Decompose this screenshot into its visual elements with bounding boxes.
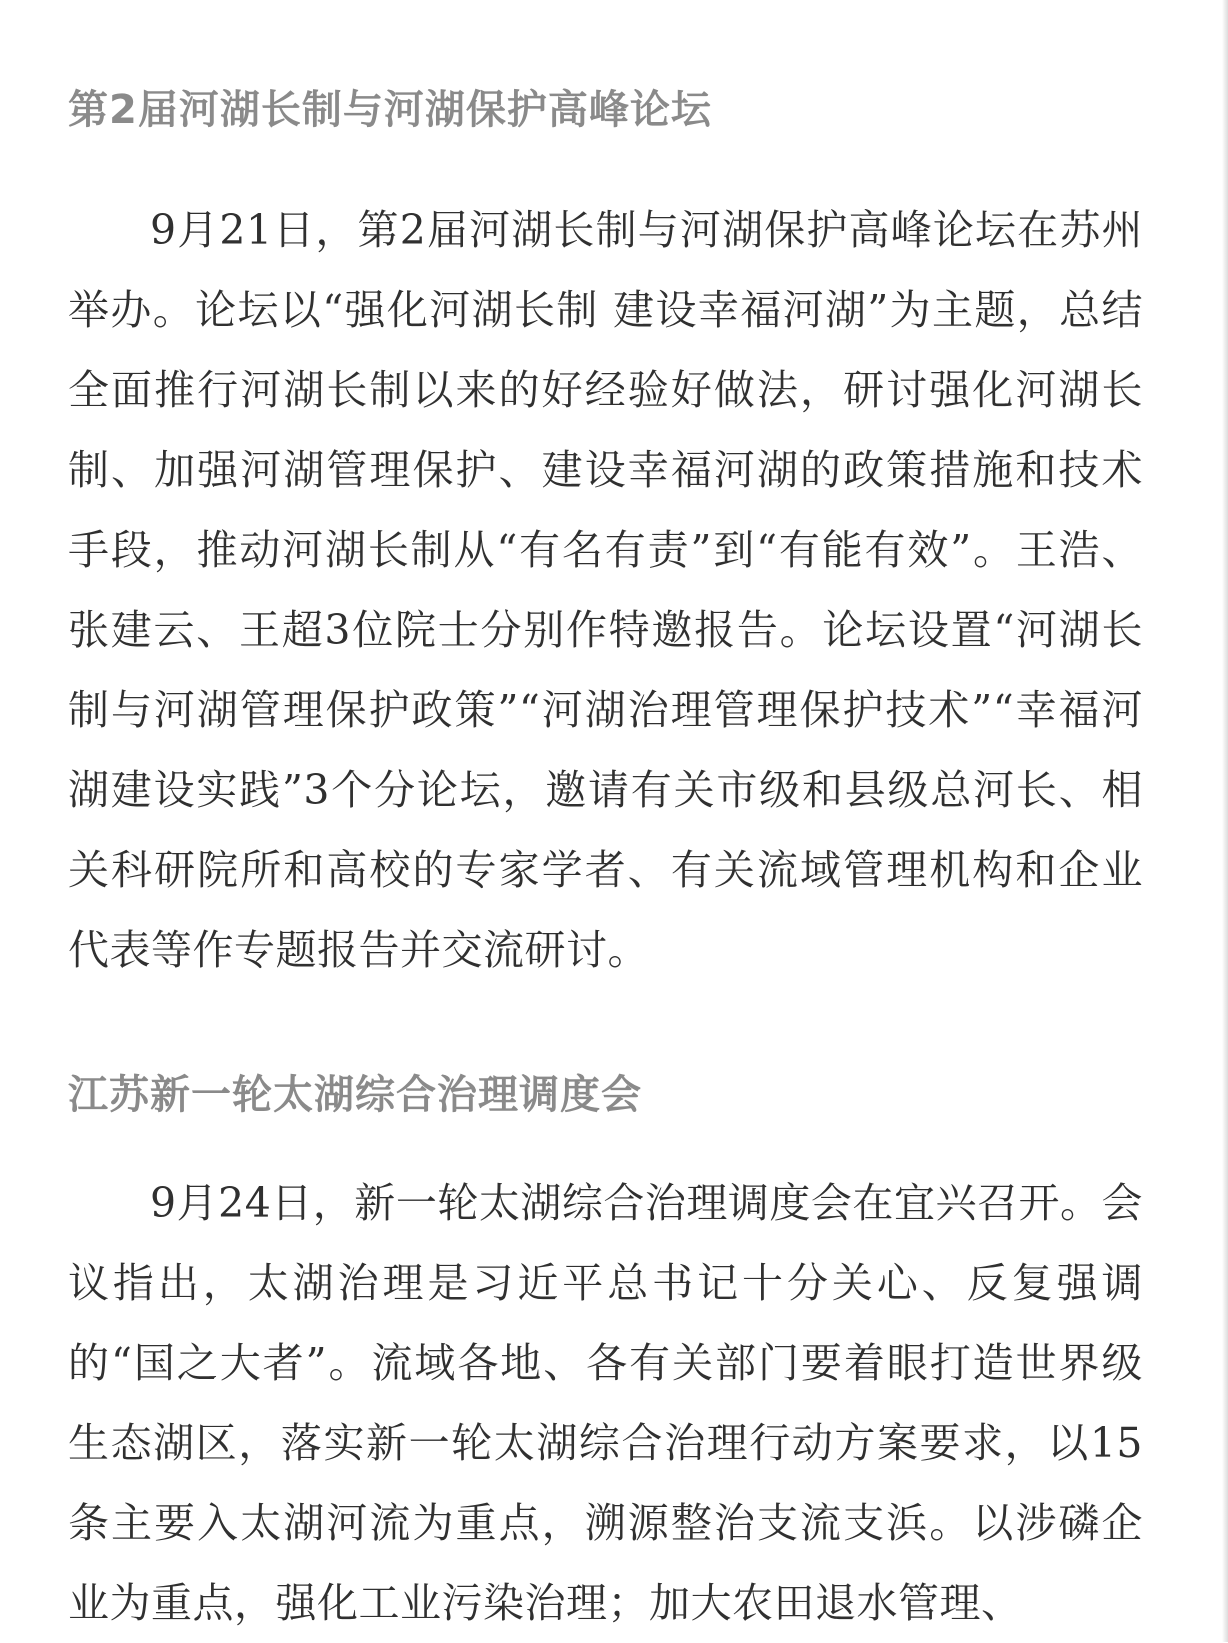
page-edge-shadow [1222,0,1228,1642]
news-section-forum [68,80,1143,990]
section-heading: 江苏新一轮太湖综合治理调度会 [68,1072,642,1118]
section-heading: 第2届河湖长制与河湖保护高峰论坛 [68,87,712,133]
section-paragraph: 9月24日，新一轮太湖综合治理调度会在宜兴召开。会议指出，太湖治理是习近平总书记十分关心、反复强调的“国之大者”。流域各地、各有关部门要着眼打造世界级生态湖区，落实新一轮太湖综合治理行动方案要求，以15条主要入太湖河流为重点，溯源整治支流支浜。以涉磷企业为重点，强化工业污染治理；加大农田退水管理、 [68,1179,1143,1627]
news-section-taihu [68,1065,1143,1643]
section-paragraph: 9月21日，第2届河湖长制与河湖保护高峰论坛在苏州举办。论坛以“强化河湖长制 建设幸福河湖”为主题，总结全面推行河湖长制以来的好经验好做法，研讨强化河湖长制、加强河湖管理保护、建设幸福河湖的政策措施和技术手段，推动河湖长制从“有名有责”到“有能有效”。王浩、张建云、王超3位院士分别作特邀报告。论坛设置“河湖长制与河湖管理保护政策”“河湖治理管理保护技术”“幸福河湖建设实践”3个分论坛，邀请有关市级和县级总河长、相关科研院所和高校的专家学者、有关流域管理机构和企业代表等作专题报告并交流研讨。 [68,206,1143,974]
